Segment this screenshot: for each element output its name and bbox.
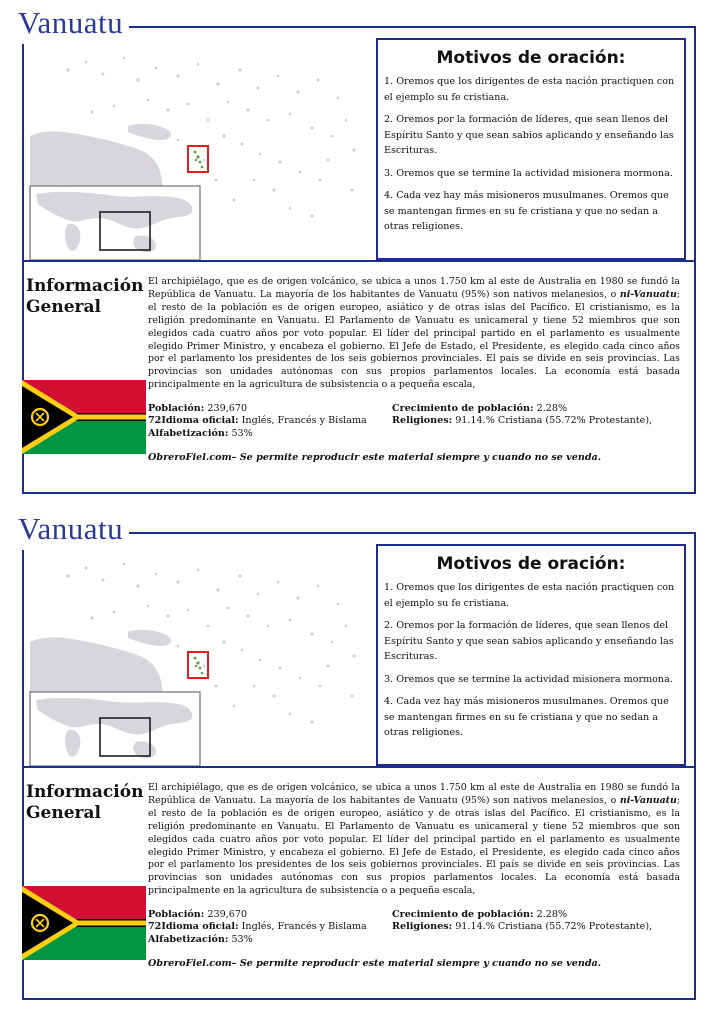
prayer-item: 2. Oremos por la formación de líderes, que sean llenos del Espíritu Santo y que sean sabios aplicando y enseñando las Escrituras. — [384, 620, 674, 662]
prayer-box — [376, 544, 686, 766]
prayer-list — [378, 74, 684, 235]
card-top — [0, 0, 724, 500]
religiones-value: 91.14.% Cristiana (55.72% Protestante), — [452, 921, 653, 933]
footer-note: ObreroFiel.com– Se permite reproducir este material siempre y cuando no se venda. — [148, 452, 602, 463]
info-heading-line2: General — [26, 803, 101, 823]
alfabetizacion-label: Alfabetización: — [148, 933, 229, 945]
religiones-label: Religiones: — [392, 921, 453, 933]
vanuatu-highlight — [188, 652, 208, 678]
vanuatu-flag — [22, 380, 146, 454]
idioma-label: 72Idioma oficial: — [148, 415, 239, 427]
world-inset-map — [30, 186, 200, 260]
vanuatu-highlight — [188, 146, 208, 172]
prayer-item: 3. Oremos que se termine la actividad misionera mormona. — [384, 673, 673, 685]
info-text-part: ; el resto de la población es de origen europeo, asiático y de otras islas del Pacífico. El cristianismo, es la religión predominante en Vanuatu. El Parlamento de Vanuatu es unicameral y tiene 52 miembros que son elegidos cada cuatro años por voto popular. El líder del principal partido en el parlamento es usualmente elegido Primer Ministro, y encabeza el gobierno. El Jefe de Estado, el Presidente, es elegido cada cinco años por el parlamento los presidentes de los seis gobiernos provinciales. El país se divide en seis provincias. Las provincias son unidades autónomas con sus propios parlamentos locales. La economía está basada principalmente en la agricultura de subsistencia o a pequeña escala, — [148, 288, 680, 391]
crecimiento-value: 2.28% — [533, 403, 568, 414]
alfabetizacion-value: 53% — [228, 427, 253, 439]
world-inset-map — [30, 692, 200, 766]
alfabetizacion-value: 53% — [228, 933, 253, 945]
info-heading-line2: General — [26, 297, 101, 317]
info-heading — [26, 782, 146, 824]
alfabetizacion-label: Alfabetización: — [148, 427, 229, 439]
card-bottom — [0, 506, 724, 1006]
crecimiento-label: Crecimiento de población: — [392, 909, 534, 920]
country-title: Vanuatu — [14, 508, 129, 550]
prayer-heading: Motivos de oración: — [436, 48, 626, 68]
info-heading — [26, 276, 146, 318]
country-title: Vanuatu — [14, 2, 129, 44]
info-paragraph — [148, 276, 680, 392]
info-heading-line1: Información — [26, 276, 144, 296]
poblacion-value: 239,670 — [204, 909, 248, 920]
info-text-italic: ni-Vanuatu — [619, 794, 677, 806]
vanuatu-flag — [22, 886, 146, 960]
info-paragraph — [148, 782, 680, 898]
religiones-label: Religiones: — [392, 415, 453, 427]
footer-note: ObreroFiel.com– Se permite reproducir este material siempre y cuando no se venda. — [148, 958, 602, 969]
prayer-item: 4. Cada vez hay más misioneros musulmanes. Oremos que se mantengan firmes en su fe cristiana y que no sedan a otras religiones. — [384, 190, 669, 232]
section-divider — [22, 260, 696, 262]
prayer-item: 3. Oremos que se termine la actividad misionera mormona. — [384, 167, 673, 179]
stats-right — [392, 403, 652, 428]
idioma-value: Inglés, Francés y Bislama — [238, 415, 367, 427]
info-heading-line1: Información — [26, 782, 144, 802]
prayer-list — [378, 580, 684, 741]
prayer-item: 4. Cada vez hay más misioneros musulmanes. Oremos que se mantengan firmes en su fe cristiana y que no sedan a otras religiones. — [384, 696, 669, 738]
prayer-item: 1. Oremos que los dirigentes de esta nación practiquen con el ejemplo su fe cristiana. — [384, 76, 675, 103]
prayer-heading: Motivos de oración: — [436, 554, 626, 574]
crecimiento-label: Crecimiento de población: — [392, 403, 534, 414]
poblacion-value: 239,670 — [204, 403, 248, 414]
prayer-box — [376, 38, 686, 260]
stats-left — [148, 909, 367, 946]
info-text-italic: ni-Vanuatu — [619, 288, 677, 300]
idioma-label: 72Idioma oficial: — [148, 921, 239, 933]
religiones-value: 91.14.% Cristiana (55.72% Protestante), — [452, 415, 653, 427]
locator-map — [28, 40, 374, 262]
stats-right — [392, 909, 652, 934]
info-text-part: El archipiélago, que es de origen volcánico, se ubica a unos 1.750 km al este de Australia en 1980 se fundó la República de Vanuatu. La mayoría de los habitantes de Vanuatu (95%) son nativos melanesios, o — [148, 782, 680, 806]
prayer-item: 1. Oremos que los dirigentes de esta nación practiquen con el ejemplo su fe cristiana. — [384, 582, 675, 609]
stats-left — [148, 403, 367, 440]
info-text-part: El archipiélago, que es de origen volcánico, se ubica a unos 1.750 km al este de Australia en 1980 se fundó la República de Vanuatu. La mayoría de los habitantes de Vanuatu (95%) son nativos melanesios, o — [148, 276, 680, 300]
section-divider — [22, 766, 696, 768]
info-text-part: ; el resto de la población es de origen europeo, asiático y de otras islas del Pacífico. El cristianismo, es la religión predominante en Vanuatu. El Parlamento de Vanuatu es unicameral y tiene 52 miembros que son elegidos cada cuatro años por voto popular. El líder del principal partido en el parlamento es usualmente elegido Primer Ministro, y encabeza el gobierno. El Jefe de Estado, el Presidente, es elegido cada cinco años por el parlamento los presidentes de los seis gobiernos provinciales. El país se divide en seis provincias. Las provincias son unidades autónomas con sus propios parlamentos locales. La economía está basada principalmente en la agricultura de subsistencia o a pequeña escala, — [148, 794, 680, 897]
idioma-value: Inglés, Francés y Bislama — [238, 921, 367, 933]
locator-map — [28, 546, 374, 768]
prayer-item: 2. Oremos por la formación de líderes, que sean llenos del Espíritu Santo y que sean sabios aplicando y enseñando las Escrituras. — [384, 114, 674, 156]
crecimiento-value: 2.28% — [533, 909, 568, 920]
poblacion-label: Población: — [148, 909, 205, 920]
poblacion-label: Población: — [148, 403, 205, 414]
